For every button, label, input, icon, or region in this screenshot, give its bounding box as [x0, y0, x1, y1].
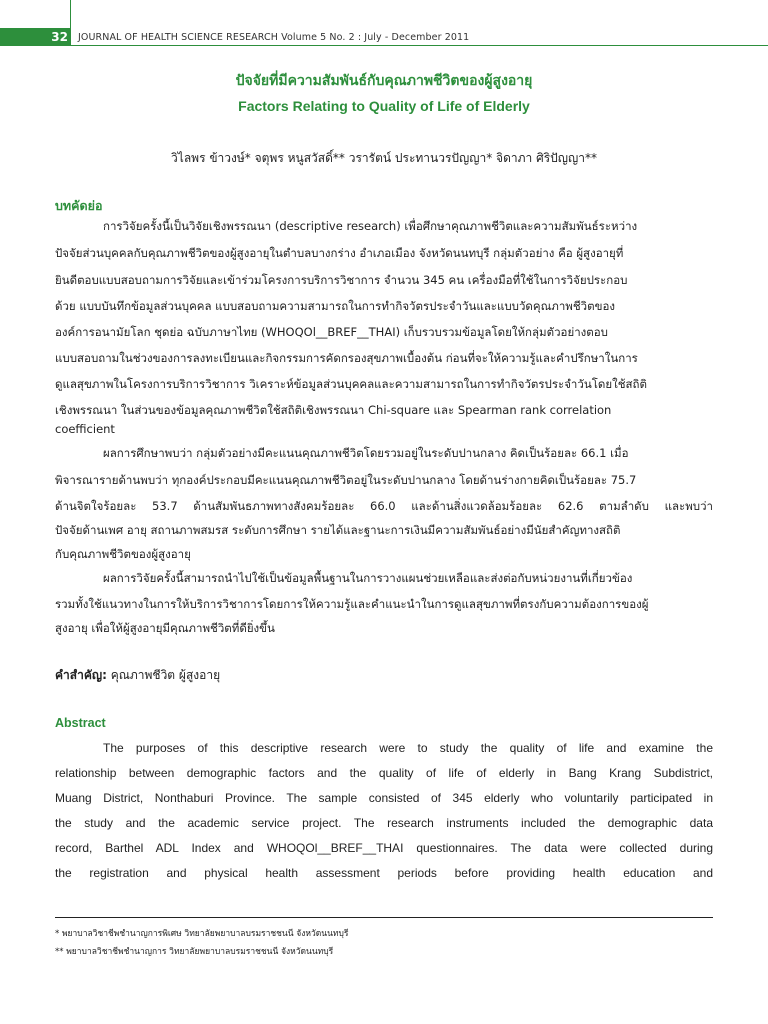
title-english: Factors Relating to Quality of Life of Elderly: [238, 98, 530, 114]
abstract-thai-line: แบบสอบถามในช่วงของการลงทะเบียนและกิจกรรมการคัดกรองสุขภาพเบื้องต้น ก่อนที่จะให้ความรู้และคำปรึกษาในการ: [55, 351, 638, 365]
abstract-thai-line: ยินดีตอบแบบสอบถามการวิจัยและเข้าร่วมโครงการบริการวิชาการ จำนวน 345 คน เครื่องมือที่ใช้ในการวิจัยประกอบ: [55, 273, 628, 287]
abstract-thai-line: รวมทั้งใช้แนวทางในการให้บริการวิชาการโดยการให้ความรู้และคำแนะนำในการดูแลสุขภาพที่ตรงกับความต้องการของผู้: [55, 597, 649, 611]
abstract-thai-line: ผลการวิจัยครั้งนี้สามารถนำไปใช้เป็นข้อมูลพื้นฐานในการวางแผนช่วยเหลือและส่งต่อกับหน่วยงานที่เกี่ยวข้อง: [103, 571, 633, 585]
abstract-english-heading: Abstract: [55, 716, 106, 730]
abstract-thai-line: ด้านจิตใจร้อยละ 53.7 ด้านสัมพันธภาพทางสังคมร้อยละ 66.0 และด้านสิ่งแวดล้อมร้อยละ 62.6 ตามลำดับ และพบว่า: [55, 499, 713, 513]
abstract-thai-line: เชิงพรรณนา ในส่วนของข้อมูลคุณภาพชีวิตใช้สถิติเชิงพรรณนา Chi-square และ Spearman rank correlation: [55, 403, 612, 417]
keywords: [55, 666, 220, 685]
abstract-thai-line: กับคุณภาพชีวิตของผู้สูงอายุ: [55, 547, 191, 561]
title-thai: ปัจจัยที่มีความสัมพันธ์กับคุณภาพชีวิตของผู้สูงอายุ: [235, 73, 533, 89]
abstract-english-line: relationship between demographic factors and the quality of life of elderly in Bang Krang Subdistrict,: [55, 766, 713, 780]
keywords-value: คุณภาพชีวิต ผู้สูงอายุ: [106, 668, 221, 682]
abstract-thai-line: ด้วย แบบบันทึกข้อมูลส่วนบุคคล แบบสอบถามความสามารถในการทำกิจวัตรประจำวันและแบบวัดคุณภาพชีวิตของ: [55, 299, 615, 313]
journal-header: JOURNAL OF HEALTH SCIENCE RESEARCH Volume 5 No. 2 : July - December 2011: [78, 32, 470, 43]
abstract-thai-line: องค์การอนามัยโลก ชุดย่อ ฉบับภาษาไทย (WHOQOl__BREF__THAI) เก็บรวบรวมข้อมูลโดยให้กลุ่มตัวอย่างตอบ: [55, 325, 608, 339]
abstract-thai-line: ปัจจัยด้านเพศ อายุ สถานภาพสมรส ระดับการศึกษา รายได้และฐานะการเงินมีความสัมพันธ์อย่างมีนัยสำคัญทางสถิติ: [55, 523, 621, 537]
authors: วิไลพร ข้าวงษ์* จตุพร หนูสวัสดิ์** วรารัตน์ ประทานวรปัญญา* จิดาภา ศิริปัญญา**: [171, 151, 597, 165]
keywords-label: คำสำคัญ:: [55, 668, 107, 682]
page-number: 32: [51, 30, 68, 44]
abstract-english-line: the registration and physical health assessment periods before providing health education and: [55, 866, 713, 880]
abstract-english-line: The purposes of this descriptive research were to study the quality of life and examine the: [103, 741, 713, 755]
header-rule: [70, 45, 768, 46]
abstract-thai-line: สูงอายุ เพื่อให้ผู้สูงอายุมีคุณภาพชีวิตที่ดียิ่งขึ้น: [55, 621, 275, 635]
abstract-thai-line: ผลการศึกษาพบว่า กลุ่มตัวอย่างมีคะแนนคุณภาพชีวิตโดยรวมอยู่ในระดับปานกลาง คิดเป็นร้อยละ 66.1 เมื่อ: [103, 446, 629, 460]
footnote-rule: [55, 917, 713, 918]
abstract-thai-line: การวิจัยครั้งนี้เป็นวิจัยเชิงพรรณนา (descriptive research) เพื่อศึกษาคุณภาพชีวิตและความสัมพันธ์ระหว่าง: [103, 219, 638, 233]
abstract-thai-line: พิจารณารายด้านพบว่า ทุกองค์ประกอบมีคะแนนคุณภาพชีวิตอยู่ในระดับปานกลาง โดยด้านร่างกายคิดเป็นร้อยละ 75.7: [55, 473, 637, 487]
abstract-english-line: record, Barthel ADL Index and WHOQOl__BREF__THAI questionnaires. The data were collected during: [55, 841, 713, 855]
abstract-thai-line: coefficient: [55, 422, 115, 436]
header-divider: [70, 0, 71, 46]
abstract-thai-heading: บทคัดย่อ: [55, 198, 103, 213]
footnote: * พยาบาลวิชาชีพชำนาญการพิเศษ วิทยาลัยพยาบาลบรมราชชนนี จังหวัดนนทบุรี: [55, 929, 349, 939]
abstract-english-line: Muang District, Nonthaburi Province. The sample consisted of 345 elderly who voluntarily participated in: [55, 791, 713, 805]
abstract-english-line: the study and the academic service project. The research instruments included the demographic data: [55, 816, 713, 830]
abstract-thai-line: ดูแลสุขภาพในโครงการบริการวิชาการ วิเคราะห์ข้อมูลส่วนบุคคลและความสามารถในการทำกิจวัตรประจำวันโดยใช้สถิติ: [55, 377, 647, 391]
abstract-thai-line: ปัจจัยส่วนบุคคลกับคุณภาพชีวิตของผู้สูงอายุในตำบลบางกร่าง อำเภอเมือง จังหวัดนนทบุรี กลุ่มตัวอย่าง คือ ผู้สูงอายุที่: [55, 246, 624, 260]
footnote: ** พยาบาลวิชาชีพชำนาญการ วิทยาลัยพยาบาลบรมราชชนนี จังหวัดนนทบุรี: [55, 947, 334, 957]
